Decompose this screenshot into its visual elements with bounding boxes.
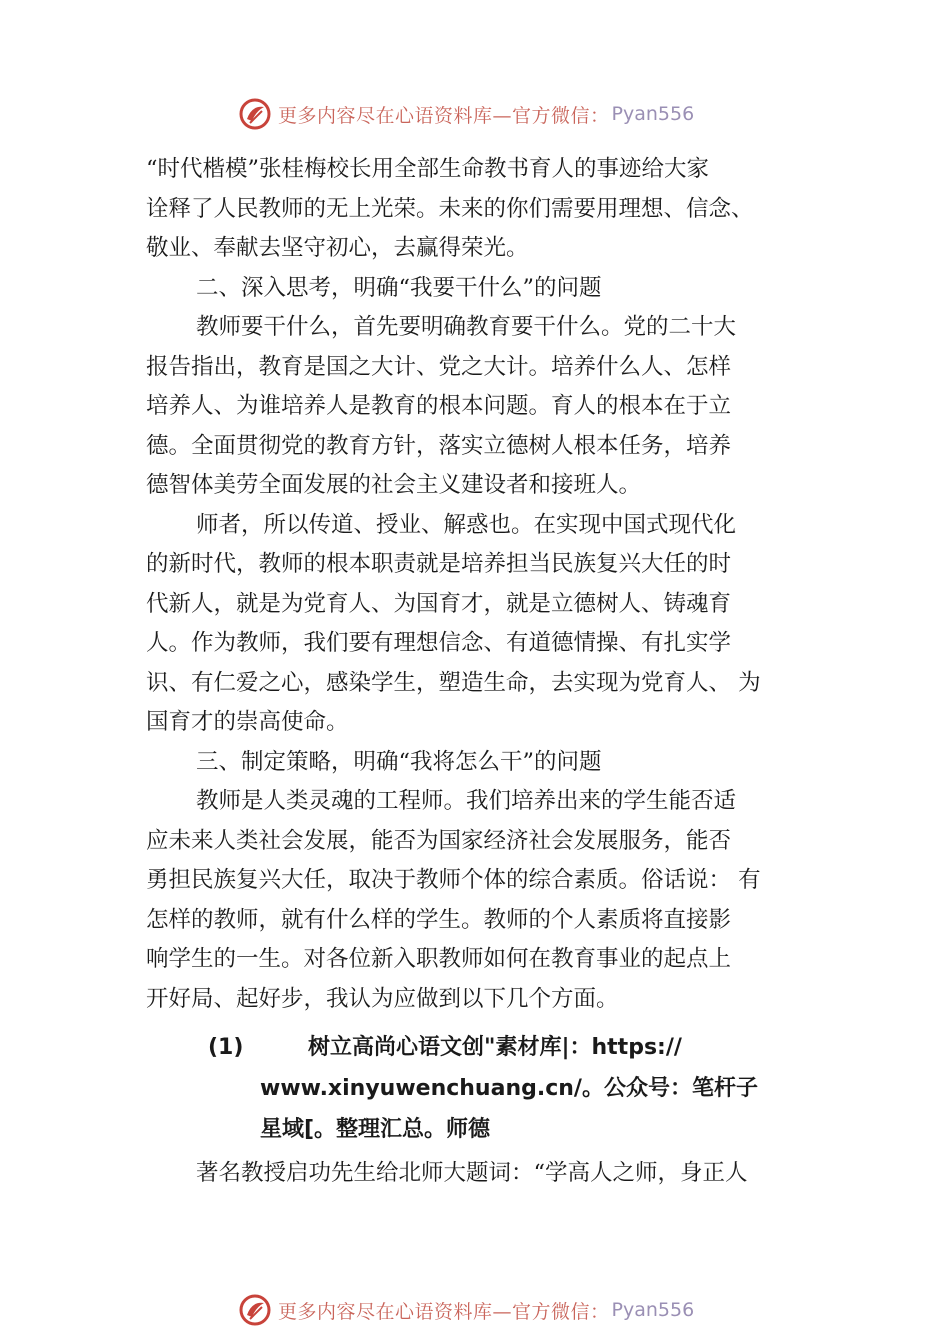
text-line: 响学生的一生。对各位新入职教师如何在教育事业的起点上 xyxy=(146,946,732,972)
text-line: 代新人，就是为党育人、为国育才，就是立德树人、铸魂育 xyxy=(146,590,732,617)
text-line: 教师要干什么，首先要明确教育要干什么。党的二十大 xyxy=(196,314,737,340)
wechat-id: Pyan556 xyxy=(611,1299,695,1321)
text-line: 教师是人类灵魂的工程师。我们培养出来的学生能否适 xyxy=(196,788,737,814)
text-line: 三、制定策略，明确“我将怎么干”的问题 xyxy=(196,748,602,775)
seal-logo-icon xyxy=(238,97,272,131)
wechat-id: Pyan556 xyxy=(611,103,695,125)
list-text: 树立高尚心语文创"素材库|：https:// xyxy=(308,1035,682,1060)
footer-banner xyxy=(238,1290,694,1330)
list-text: 星域[。整理汇总。师德 xyxy=(260,1117,491,1142)
text-line: 开好局、起好步，我认为应做到以下几个方面。 xyxy=(146,985,619,1012)
header-banner xyxy=(238,94,694,134)
text-line: 二、深入思考，明确“我要干什么”的问题 xyxy=(196,274,602,301)
text-line: 的新时代，教师的根本职责就是培养担当民族复兴大任的时 xyxy=(146,551,732,577)
paragraph xyxy=(146,150,826,269)
section-heading xyxy=(146,743,826,783)
paragraph xyxy=(146,782,826,1019)
text-line: 培养人、为谁培养人是教育的根本问题。育人的根本在于立 xyxy=(146,393,732,419)
text-line: 人。作为教师，我们要有理想信念、有道德情操、有扎实学 xyxy=(146,630,732,656)
text-line: 诠释了人民教师的无上光荣。未来的你们需要用理想、信念、 xyxy=(146,195,754,222)
section-heading xyxy=(146,269,826,309)
paragraph xyxy=(146,506,826,743)
text-line: “时代楷模”张桂梅校长用全部生命教书育人的事迹给大家 xyxy=(146,156,710,182)
text-line: 师者，所以传道、授业、解惑也。在实现中国式现代化 xyxy=(196,511,737,538)
banner-text: 更多内容尽在心语资料库—官方微信： xyxy=(278,1300,610,1323)
numbered-list-item xyxy=(146,1027,826,1150)
text-line: 国育才的崇高使命。 xyxy=(146,709,349,735)
document-body xyxy=(146,150,826,1194)
list-text: www.xinyuwenchuang.cn/。公众号：笔杆子 xyxy=(260,1076,758,1101)
list-number: (1) xyxy=(208,1035,244,1060)
paragraph xyxy=(146,308,826,506)
text-line: 德。全面贯彻党的教育方针，落实立德树人根本任务，培养 xyxy=(146,432,732,459)
text-line: 德智体美劳全面发展的社会主义建设者和接班人。 xyxy=(146,472,642,498)
banner-text: 更多内容尽在心语资料库—官方微信： xyxy=(278,104,610,127)
text-line: 报告指出，教育是国之大计、党之大计。培养什么人、怎样 xyxy=(146,353,732,380)
text-line: 应未来人类社会发展，能否为国家经济社会发展服务，能否 xyxy=(146,827,732,854)
seal-logo-icon xyxy=(238,1293,272,1327)
text-line: 勇担民族复兴大任，取决于教师个体的综合素质。俗话说： 有 xyxy=(146,867,761,893)
text-line: 识、有仁爱之心，感染学生，塑造生命，去实现为党育人、 为 xyxy=(146,669,761,696)
paragraph xyxy=(146,1154,826,1194)
text-line: 著名教授启功先生给北师大题词：“学高人之师，身正人 xyxy=(196,1160,748,1186)
text-line: 怎样的教师，就有什么样的学生。教师的个人素质将直接影 xyxy=(146,906,732,933)
text-line: 敬业、奉献去坚守初心，去赢得荣光。 xyxy=(146,235,529,261)
